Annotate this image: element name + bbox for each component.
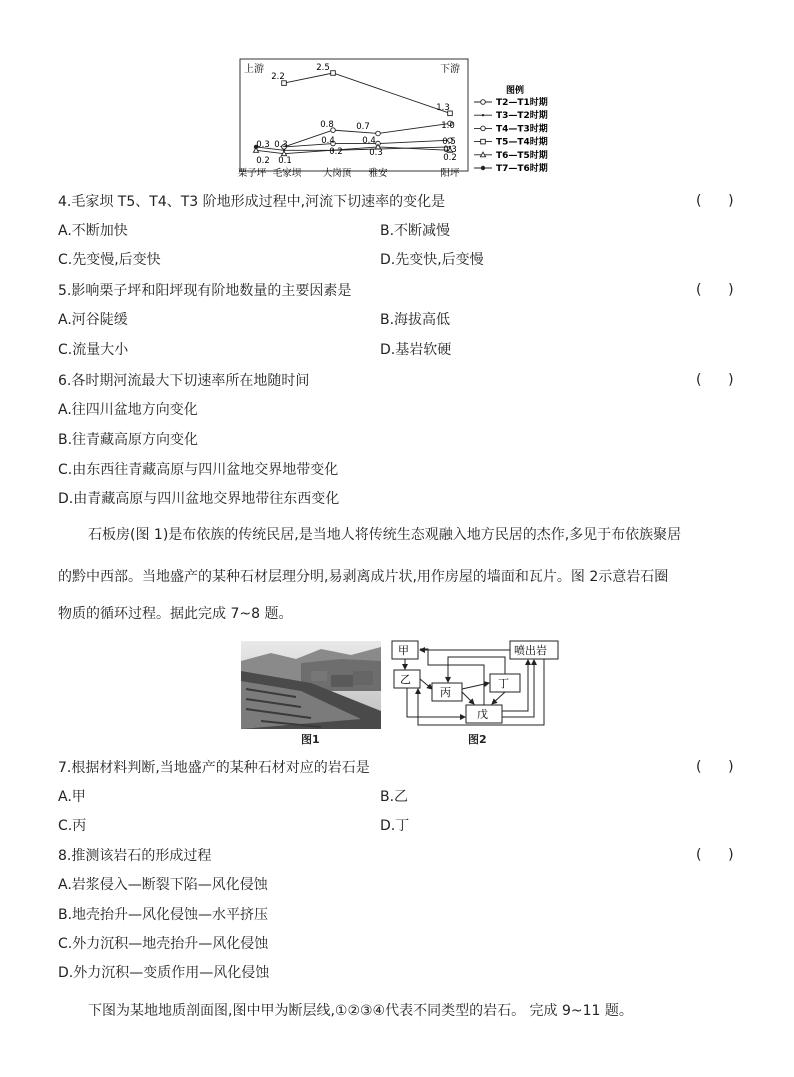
q7-stem: 7.根据材料判断,当地盛产的某种石材对应的岩石是: [58, 760, 370, 776]
q6-answer-paren: ( ): [696, 372, 734, 388]
q5-option-d: D.基岩软硬: [380, 342, 452, 358]
category-label: 栗子坪: [237, 168, 267, 179]
passage1-line3: 物质的循环过程。据此完成 7~8 题。: [58, 606, 293, 622]
q5-option-c: C.流量大小: [58, 342, 129, 358]
legend-marker: [481, 139, 486, 144]
q8-answer-paren: ( ): [696, 847, 734, 863]
stone-house-photo: [241, 641, 381, 729]
q4-option-a: A.不断加快: [58, 223, 128, 239]
q4-option-c: C.先变慢,后变快: [58, 252, 161, 268]
passage1-line2: 的黔中西部。当地盛产的某种石材层理分明,易剥离成片状,用作房屋的墙面和瓦片。图 2示意岩石圈: [58, 569, 669, 585]
q4-stem: 4.毛家坝 T5、T4、T3 阶地形成过程中,河流下切速率的变化是: [58, 194, 446, 210]
legend-marker: [482, 114, 484, 116]
series-line-4: [284, 73, 450, 113]
data-label: 0.3: [256, 140, 270, 150]
upstream-label: 上游: [244, 64, 264, 75]
terrace-incision-chart: [230, 55, 560, 180]
legend-title: 图例: [506, 86, 525, 96]
data-label: 0.4: [362, 136, 376, 146]
series-4-point: [331, 71, 336, 76]
legend-entry: T4—T3时期: [496, 124, 548, 135]
q5-stem: 5.影响栗子坪和阳坪现有阶地数量的主要因素是: [58, 283, 352, 299]
series-3-point: [376, 131, 381, 136]
q4-answer-paren: ( ): [696, 193, 734, 209]
downstream-label: 下游: [440, 64, 460, 75]
data-label: 0.5: [442, 137, 456, 147]
fig2-caption: 图2: [468, 733, 487, 746]
q6-option-d: D.由青藏高原与四川盆地交界地带往东西变化: [58, 491, 340, 507]
q7-option-a: A.甲: [58, 789, 86, 805]
data-label: 0.3: [274, 140, 288, 150]
category-label: 雅安: [368, 168, 388, 179]
node-yi: 乙: [400, 673, 411, 686]
passage2: 下图为某地地质剖面图,图中甲为断层线,①②③④代表不同类型的岩石。 完成 9~11 题。: [88, 1003, 633, 1019]
q5-answer-paren: ( ): [696, 282, 734, 298]
data-label: 0.3: [443, 145, 457, 155]
q7-answer-paren: ( ): [696, 759, 734, 775]
legend-marker: [481, 100, 486, 105]
rock-cycle-diagram: [388, 637, 563, 733]
data-label: 2.2: [271, 72, 285, 82]
data-label: 0.4: [321, 136, 335, 146]
q5-option-b: B.海拔高低: [380, 312, 451, 328]
q6-option-c: C.由东西往青藏高原与四川盆地交界地带变化: [58, 462, 339, 478]
category-label: 大岗顶: [322, 168, 352, 179]
q7-option-b: B.乙: [380, 789, 409, 805]
node-wu: 戊: [477, 708, 488, 721]
q8-option-b: B.地壳抬升—风化侵蚀—水平挤压: [58, 907, 269, 923]
q4-option-b: B.不断减慢: [380, 223, 451, 239]
q6-option-a: A.往四川盆地方向变化: [58, 402, 198, 418]
data-label: 0.2: [329, 147, 343, 157]
node-bing: 丙: [440, 686, 451, 699]
q5-option-a: A.河谷陡缓: [58, 312, 128, 328]
node-ding: 丁: [498, 677, 509, 690]
q6-option-b: B.往青藏高原方向变化: [58, 432, 199, 448]
category-label: 阳坪: [440, 168, 460, 179]
legend-entry: T3—T2时期: [496, 111, 548, 122]
node-penchu: 喷出岩: [514, 644, 547, 657]
data-label: 1.3: [436, 103, 450, 113]
data-label: 0.8: [320, 120, 334, 130]
q8-option-c: C.外力沉积—地壳抬升—风化侵蚀: [58, 936, 269, 952]
data-label: 0.7: [356, 122, 370, 132]
legend-entry: T5—T4时期: [496, 137, 548, 148]
data-label: 2.5: [316, 63, 330, 73]
fig1-caption: 图1: [301, 733, 320, 746]
legend-entry: T6—T5时期: [496, 150, 548, 161]
data-label: 0.2: [256, 156, 270, 166]
q6-stem: 6.各时期河流最大下切速率所在地随时间: [58, 373, 310, 389]
data-label: 0.1: [278, 156, 292, 166]
q7-option-d: D.丁: [380, 818, 410, 834]
data-label: 0.2: [443, 153, 457, 163]
data-label: 0.3: [369, 148, 383, 158]
q4-option-d: D.先变快,后变慢: [380, 252, 484, 268]
q8-option-d: D.外力沉积—变质作用—风化侵蚀: [58, 965, 270, 981]
data-label: 1.0: [441, 121, 455, 131]
legend-entry: T7—T6时期: [496, 164, 548, 174]
legend-marker: [481, 166, 485, 170]
passage1-line1: 石板房(图 1)是布依族的传统民居,是当地人将传统生态观融入地方民居的杰作,多见于布依族聚居: [88, 527, 682, 543]
q8-stem: 8.推测该岩石的形成过程: [58, 848, 212, 864]
category-label: 毛家坝: [272, 168, 302, 179]
legend-marker: [481, 126, 486, 131]
legend-entry: T2—T1时期: [496, 98, 548, 108]
node-jia: 甲: [398, 644, 409, 657]
q7-option-c: C.丙: [58, 818, 87, 834]
q8-option-a: A.岩浆侵入—断裂下陷—风化侵蚀: [58, 877, 268, 893]
